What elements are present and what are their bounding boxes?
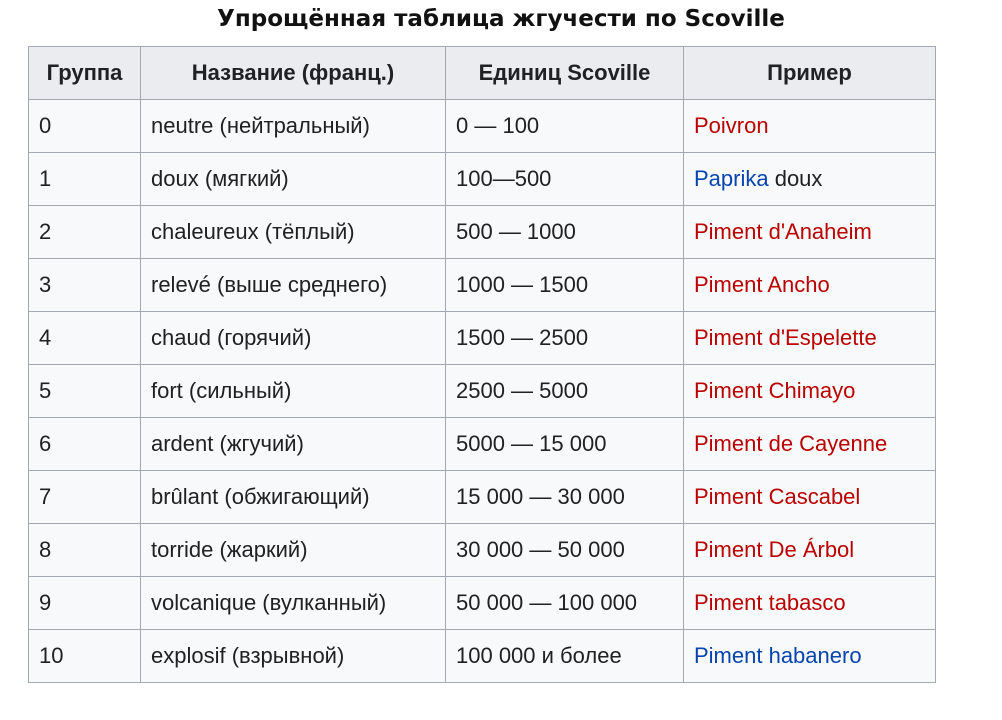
group-cell: 7: [29, 471, 141, 524]
table-row: [29, 524, 936, 577]
example-cell: [684, 100, 936, 153]
name-cell: fort (сильный): [141, 365, 446, 418]
example-cell: [684, 524, 936, 577]
units-cell: 100 000 и более: [446, 630, 684, 683]
example-cell: [684, 630, 936, 683]
name-cell: neutre (нейтральный): [141, 100, 446, 153]
group-cell: 5: [29, 365, 141, 418]
units-cell: 500 — 1000: [446, 206, 684, 259]
group-cell: 8: [29, 524, 141, 577]
table-row: [29, 206, 936, 259]
example-link[interactable]: Paprika: [694, 166, 769, 191]
group-cell: 1: [29, 153, 141, 206]
units-cell: 0 — 100: [446, 100, 684, 153]
table-body: [29, 100, 936, 683]
table-row: [29, 312, 936, 365]
example-link[interactable]: Piment habanero: [694, 643, 862, 668]
scoville-table: [28, 46, 936, 683]
table-row: [29, 577, 936, 630]
name-cell: ardent (жгучий): [141, 418, 446, 471]
example-suffix: doux: [768, 166, 823, 191]
units-cell: 50 000 — 100 000: [446, 577, 684, 630]
units-cell: 15 000 — 30 000: [446, 471, 684, 524]
units-cell: 1500 — 2500: [446, 312, 684, 365]
example-link[interactable]: Piment De Árbol: [694, 537, 855, 562]
group-cell: 6: [29, 418, 141, 471]
example-cell: [684, 365, 936, 418]
units-cell: 30 000 — 50 000: [446, 524, 684, 577]
example-link[interactable]: Piment Chimayo: [694, 378, 856, 403]
units-cell: 5000 — 15 000: [446, 418, 684, 471]
name-cell: torride (жаркий): [141, 524, 446, 577]
example-link[interactable]: Piment de Cayenne: [694, 431, 888, 456]
name-cell: chaud (горячий): [141, 312, 446, 365]
example-link[interactable]: Piment d'Espelette: [694, 325, 877, 350]
table-row: [29, 418, 936, 471]
column-header-group: Группа: [29, 47, 141, 100]
example-link[interactable]: Piment Ancho: [694, 272, 830, 297]
example-link[interactable]: Poivron: [694, 113, 769, 138]
column-header-units: Единиц Scoville: [446, 47, 684, 100]
example-cell: [684, 577, 936, 630]
example-cell: [684, 259, 936, 312]
example-cell: [684, 153, 936, 206]
column-header-example: Пример: [684, 47, 936, 100]
name-cell: relevé (выше среднего): [141, 259, 446, 312]
name-cell: volcanique (вулканный): [141, 577, 446, 630]
table-row: [29, 100, 936, 153]
name-cell: doux (мягкий): [141, 153, 446, 206]
name-cell: brûlant (обжигающий): [141, 471, 446, 524]
example-cell: [684, 418, 936, 471]
page-title: Упрощённая таблица жгучести по Scoville: [217, 6, 785, 32]
units-cell: 2500 — 5000: [446, 365, 684, 418]
table-row: [29, 365, 936, 418]
group-cell: 4: [29, 312, 141, 365]
example-link[interactable]: Piment tabasco: [694, 590, 846, 615]
example-cell: [684, 206, 936, 259]
example-link[interactable]: Piment Cascabel: [694, 484, 861, 509]
group-cell: 10: [29, 630, 141, 683]
table-row: [29, 259, 936, 312]
column-header-name: Название (франц.): [141, 47, 446, 100]
table-row: [29, 153, 936, 206]
name-cell: explosif (взрывной): [141, 630, 446, 683]
example-cell: [684, 471, 936, 524]
table-row: [29, 630, 936, 683]
units-cell: 1000 — 1500: [446, 259, 684, 312]
example-link[interactable]: Piment d'Anaheim: [694, 219, 872, 244]
group-cell: 2: [29, 206, 141, 259]
group-cell: 9: [29, 577, 141, 630]
group-cell: 0: [29, 100, 141, 153]
header-row: [29, 47, 936, 100]
name-cell: chaleureux (тёплый): [141, 206, 446, 259]
table-header: [29, 47, 936, 100]
example-cell: [684, 312, 936, 365]
table-row: [29, 471, 936, 524]
group-cell: 3: [29, 259, 141, 312]
units-cell: 100—500: [446, 153, 684, 206]
